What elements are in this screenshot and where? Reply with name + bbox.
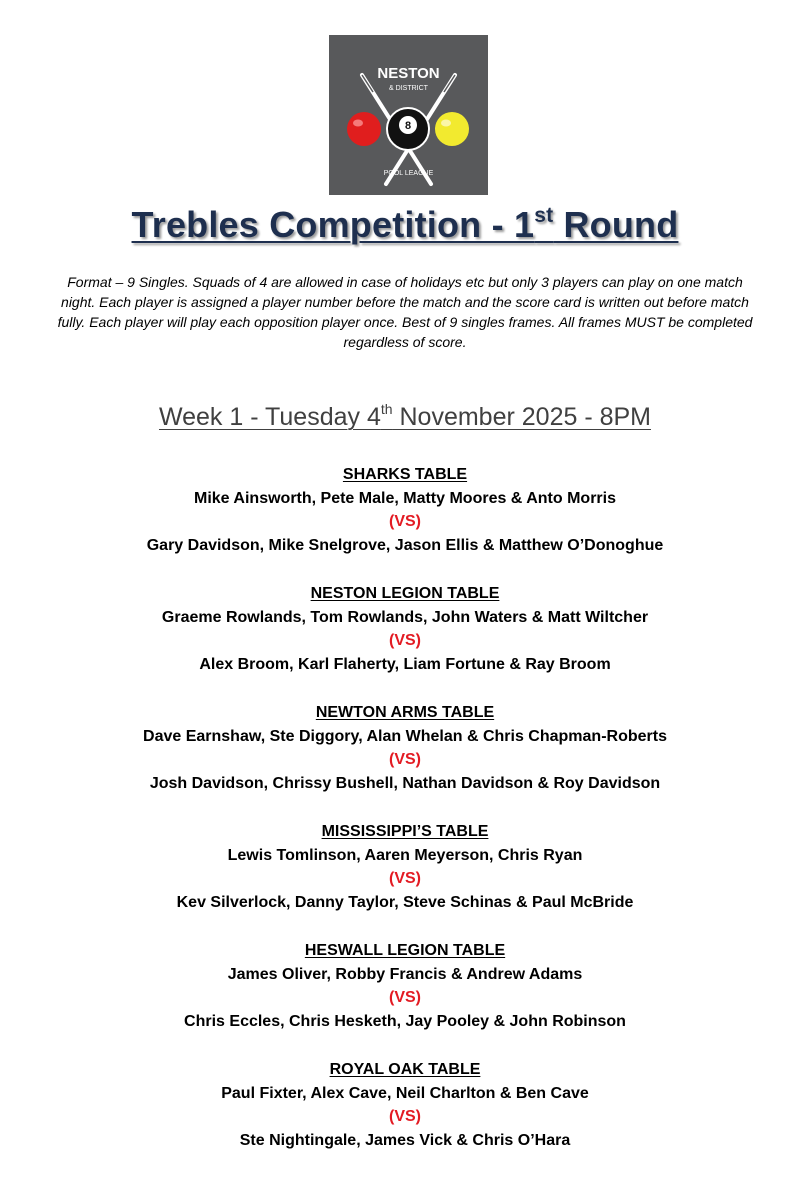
home-team: Lewis Tomlinson, Aaren Meyerson, Chris Ryan — [227, 846, 583, 864]
week-prefix: Week 1 - Tuesday 4 — [158, 403, 381, 431]
fixture-item — [0, 820, 810, 939]
table-name: SHARKS TABLE — [342, 466, 468, 483]
page-title — [0, 203, 810, 247]
versus-label: (VS) — [389, 870, 421, 888]
away-team: Kev Silverlock, Danny Taylor, Steve Schinas & Paul McBride — [176, 893, 634, 911]
fixture-item — [0, 701, 810, 820]
logo-league-text: POOL LEAGUE — [383, 170, 434, 177]
home-team: Dave Earnshaw, Ste Diggory, Alan Whelan & Chris Chapman-Roberts — [143, 727, 667, 745]
away-team: Alex Broom, Karl Flaherty, Liam Fortune & Ray Broom — [199, 655, 611, 673]
home-team: Paul Fixter, Alex Cave, Neil Charlton & Ben Cave — [221, 1084, 589, 1102]
away-team: Josh Davidson, Chrissy Bushell, Nathan Davidson & Roy Davidson — [149, 774, 661, 792]
logo-name-line1: NESTON — [377, 65, 440, 82]
versus-label: (VS) — [389, 989, 421, 1007]
table-name: NESTON LEGION TABLE — [310, 585, 500, 602]
red-ball-icon — [347, 112, 381, 146]
fixtures-list — [0, 463, 810, 1177]
league-logo-graphic — [329, 35, 488, 195]
table-name: NEWTON ARMS TABLE — [315, 704, 495, 721]
title-suffix: Round — [553, 204, 679, 245]
table-name: ROYAL OAK TABLE — [329, 1061, 481, 1078]
week-superscript: th — [380, 401, 393, 417]
yellow-ball-icon — [435, 112, 469, 146]
logo-name-line2: & DISTRICT — [389, 85, 428, 92]
home-team: Graeme Rowlands, Tom Rowlands, John Waters & Matt Wiltcher — [161, 608, 649, 626]
title-text: Trebles Competition - 1 — [131, 204, 535, 245]
versus-label: (VS) — [389, 751, 421, 769]
fixture-item — [0, 463, 810, 582]
week-heading — [0, 400, 810, 434]
away-team: Chris Eccles, Chris Hesketh, Jay Pooley & John Robinson — [184, 1012, 626, 1030]
fixture-item — [0, 939, 810, 1058]
week-suffix: November 2025 - 8PM — [392, 403, 651, 431]
fixture-item — [0, 1058, 810, 1177]
home-team: Mike Ainsworth, Pete Male, Matty Moores & Anto Morris — [194, 489, 616, 507]
table-name: HESWALL LEGION TABLE — [304, 942, 506, 959]
table-name: MISSISSIPPI’S TABLE — [321, 823, 489, 840]
versus-label: (VS) — [389, 1108, 421, 1126]
league-logo — [329, 35, 488, 195]
away-team: Gary Davidson, Mike Snelgrove, Jason Ellis & Matthew O’Donoghue — [146, 536, 664, 554]
fixture-item — [0, 582, 810, 701]
versus-label: (VS) — [389, 513, 421, 531]
ball-number: 8 — [404, 120, 412, 132]
versus-label: (VS) — [389, 632, 421, 650]
away-team: Ste Nightingale, James Vick & Chris O’Hara — [239, 1131, 571, 1149]
home-team: James Oliver, Robby Francis & Andrew Adams — [227, 965, 583, 983]
title-superscript: st — [534, 204, 554, 227]
format-description: Format – 9 Singles. Squads of 4 are allowed in case of holidays etc but only 3 players can play on one match night. Each player is assigned a player number before the match and the score card is written out before match fully. Each player will play each opposition player once. Best of 9 singles frames. All frames MUST be completed regardless of score. — [57, 274, 753, 350]
